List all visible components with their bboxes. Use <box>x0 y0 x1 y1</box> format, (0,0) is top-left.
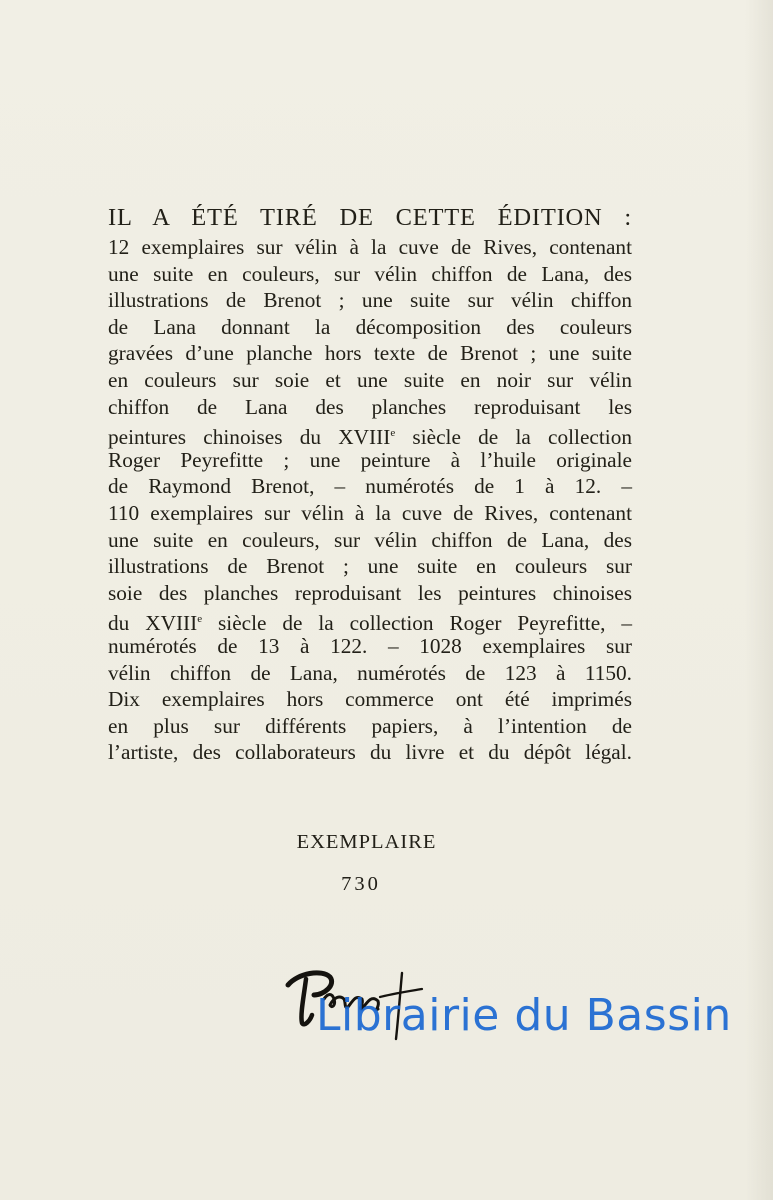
colophon-line: Roger Peyrefitte ; une peinture à l’huile originale <box>108 447 632 472</box>
colophon-line: Dix exemplaires hors commerce ont été imprimés <box>108 687 632 712</box>
colophon-line: de Raymond Brenot, – numérotés de 1 à 12. – <box>108 474 632 499</box>
colophon-text-block <box>108 202 632 766</box>
superscript-e: e <box>390 427 396 440</box>
colophon-line: illustrations de Brenot ; une suite sur vélin chiffon <box>108 288 632 313</box>
colophon-line: en plus sur différents papiers, à l’intention de <box>108 713 632 738</box>
colophon-line: du XVIIIe siècle de la collection Roger Peyrefitte, – <box>108 611 633 636</box>
colophon-heading: IL A ÉTÉ TIRÉ DE CETTE ÉDITION : <box>108 204 632 231</box>
colophon-line: vélin chiffon de Lana, numérotés de 123 à 1150. <box>108 660 632 685</box>
watermark-text: Librairie du Bassin <box>316 990 732 1041</box>
colophon-line: peintures chinoises du XVIIIe siècle de la collection <box>108 425 632 450</box>
colophon-line: gravées d’une planche hors texte de Brenot ; une suite <box>108 341 632 366</box>
colophon-line: illustrations de Brenot ; une suite en couleurs sur <box>108 554 632 579</box>
colophon-line: chiffon de Lana des planches reproduisant les <box>108 394 632 419</box>
colophon-line: numérotés de 13 à 122. – 1028 exemplaires sur <box>108 633 632 658</box>
exemplaire-label: EXEMPLAIRE <box>296 831 437 853</box>
colophon-line: 110 exemplaires sur vélin à la cuve de Rives, contenant <box>108 500 632 525</box>
colophon-line: une suite en couleurs, sur vélin chiffon de Lana, des <box>108 261 632 286</box>
colophon-line: l’artiste, des collaborateurs du livre et du dépôt légal. <box>108 740 632 765</box>
colophon-lines <box>108 234 632 766</box>
page-edge-shadow <box>745 0 773 1200</box>
colophon-line: 12 exemplaires sur vélin à la cuve de Rives, contenant <box>108 235 632 259</box>
exemplaire-number: 730 <box>341 873 381 895</box>
colophon-line: une suite en couleurs, sur vélin chiffon de Lana, des <box>108 527 632 552</box>
colophon-line: soie des planches reproduisant les peintures chinoises <box>108 580 632 605</box>
superscript-e: e <box>197 613 203 626</box>
colophon-line: de Lana donnant la décomposition des couleurs <box>108 314 632 339</box>
colophon-line: en couleurs sur soie et une suite en noir sur vélin <box>108 367 632 392</box>
